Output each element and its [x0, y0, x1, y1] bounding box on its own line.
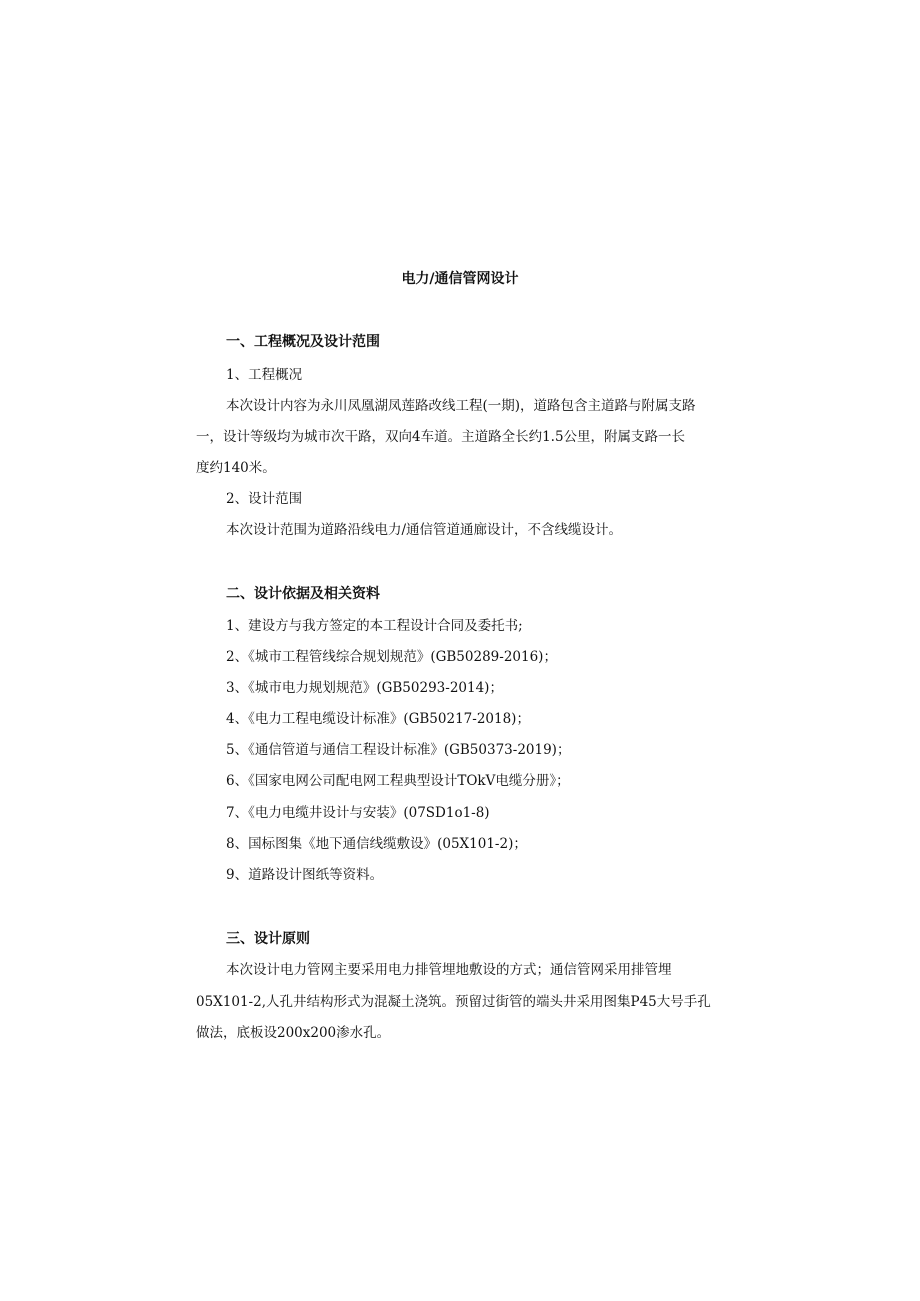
reference-item: 9、道路设计图纸等资料。	[226, 867, 384, 883]
principles-paragraph-line-3: 做法，底板设200x200渗水孔。	[196, 1025, 391, 1041]
reference-item: 4、《电力工程电缆设计标准》(GB50217-2018)；	[226, 711, 530, 727]
reference-item: 7、《电力电缆井设计与安装》(07SD1o1-8)	[226, 805, 490, 821]
reference-item: 2、《城市工程管线综合规划规范》(GB50289-2016)；	[226, 649, 557, 665]
reference-item: 1、建设方与我方签定的本工程设计合同及委托书;	[226, 618, 523, 634]
section-2-heading: 二、设计依据及相关资料	[226, 586, 380, 602]
section-1-subheading-overview: 1、工程概况	[226, 367, 303, 383]
overview-paragraph-line-2: 一，设计等级均为城市次干路，双向4车道。主道路全长约1.5公里，附属支路一长	[196, 429, 686, 445]
document-title: 电力/通信管网设计	[401, 271, 519, 287]
reference-item: 6、《国家电网公司配电网工程典型设计TOkV电缆分册》；	[226, 773, 570, 789]
principles-paragraph-line-1: 本次设计电力管网主要采用电力排管埋地敷设的方式；通信管网采用排管埋	[226, 962, 672, 978]
reference-item: 5、《通信管道与通信工程设计标准》(GB50373-2019)；	[226, 742, 571, 758]
overview-paragraph-line-3: 度约140米。	[196, 460, 276, 476]
reference-item: 8、国标图集《地下通信线缆敷设》(05X101-2)；	[226, 836, 527, 852]
reference-item: 3、《城市电力规划规范》(GB50293-2014)；	[226, 680, 503, 696]
overview-paragraph-line-1: 本次设计内容为永川凤凰湖凤莲路改线工程(一期)，道路包含主道路与附属支路	[226, 398, 696, 414]
section-1-subheading-scope: 2、设计范围	[226, 491, 303, 507]
principles-paragraph-line-2: 05X101-2,人孔井结构形式为混凝土浇筑。预留过街管的端头井采用图集P45大号手孔	[196, 994, 711, 1010]
section-1-heading: 一、工程概况及设计范围	[226, 334, 380, 350]
section-3-heading: 三、设计原则	[226, 931, 310, 947]
scope-paragraph: 本次设计范围为道路沿线电力/通信管道通廊设计，不含线缆设计。	[226, 522, 623, 538]
